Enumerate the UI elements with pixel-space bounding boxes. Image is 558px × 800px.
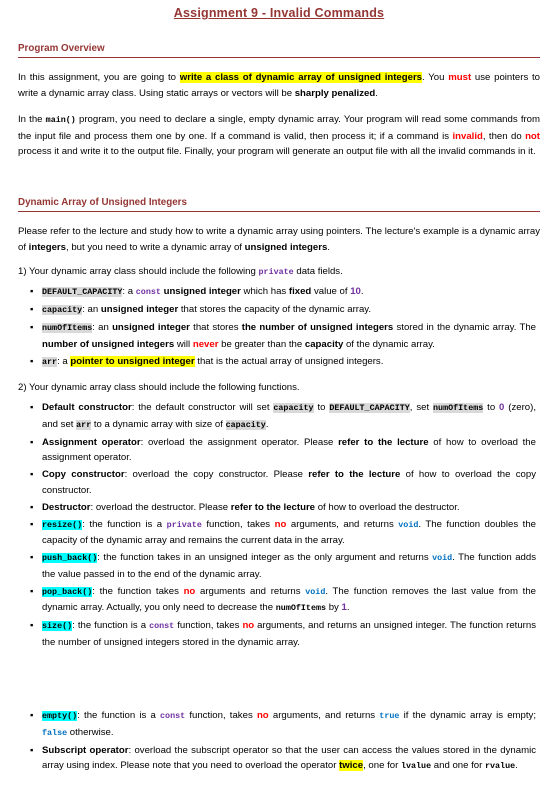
list-item: ▪ empty(): the function is a const function, takes no arguments, and returns true if the dynamic array is empty; false otherwise. [30,710,536,738]
highlight-text: write a class of dynamic array of unsigned integers [179,72,423,83]
list-item: ▪ pop_back(): the function takes no arguments and returns void. The function removes the last value from the dynamic array. Actually, you only need to decrease the numOfItems by 1. [30,585,536,613]
list-item: ▪ Assignment operator: overload the assignment operator. Please refer to the lecture of how to overload the assignment operator. [30,436,536,463]
data-fields-list [30,284,536,372]
numbered-item-1: 1) Your dynamic array class should include the following private data fields. [18,266,343,277]
section-heading-dynamic-array: Dynamic Array of Unsigned Integers [18,196,540,212]
list-item: ▪ Copy constructor: overload the copy constructor. Please refer to the lecture of how to overload the copy constructor. [30,469,536,496]
functions-list-continued [30,708,536,776]
list-item: ▪ arr: a pointer to unsigned integer that is the actual array of unsigned integers. [30,355,384,367]
list-item: ▪ Destructor: overload the destructor. Please refer to the lecture of how to overload the destructor. [30,501,460,513]
dynamic-array-paragraph: Please refer to the lecture and study how to write a dynamic array using pointers. The lecture's example is a dynamic array of integers, but you need to write a dynamic array of unsigned integers. [18,226,540,253]
functions-list [30,400,536,652]
list-item: ▪ Subscript operator: overload the subscript operator so that the user can access the values stored in the dynamic array using index. Please note that you need to overload the operator twice, one for lvalue and one for rvalue. [30,744,536,771]
list-item: ▪ DEFAULT_CAPACITY: a const unsigned integer which has fixed value of 10. [30,286,364,297]
overview-paragraph-1: In this assignment, you are going to write a class of dynamic array of unsigned integers. You must use pointers to write a dynamic array class. Using static arrays or vectors will be sharply penalized. [18,72,541,99]
section-heading-overview: Program Overview [18,42,540,58]
list-item: ▪ capacity: an unsigned integer that stores the capacity of the dynamic array. [30,304,372,315]
page-title: Assignment 9 - Invalid Commands [173,6,385,20]
overview-paragraph-2: In the main() program, you need to declare a single, empty dynamic array. Your program will read some commands from the input file and process them one by one. If a command is valid, then process it; if a command is invalid, then do not process it and write it to the output file. Finally, your program will generate an output file with all the invalid commands in it. [18,114,541,157]
list-item: ▪ resize(): the function is a private function, takes no arguments, and returns void. The function doubles the capacity of the dynamic array and remains the current data in the array. [30,518,536,546]
numbered-item-2: 2) Your dynamic array class should include the following functions. [18,382,300,393]
list-item: ▪ numOfItems: an unsigned integer that stores the number of unsigned integers stored in the dynamic array. The number of unsigned integers will never be greater than the capacity of the dynamic array. [30,322,537,350]
list-item: ▪ push_back(): the function takes in an unsigned integer as the only argument and returns void. The function adds the value passed in to the end of the dynamic array. [30,552,536,580]
list-item: ▪ Default constructor: the default constructor will set capacity to DEFAULT_CAPACITY, set numOfItems to 0 (zero), and set arr to a dynamic array with size of capacity. [30,402,536,430]
list-item: ▪ size(): the function is a const function, takes no arguments, and returns an unsigned integer. The function returns the number of unsigned integers stored in the dynamic array. [30,620,536,648]
